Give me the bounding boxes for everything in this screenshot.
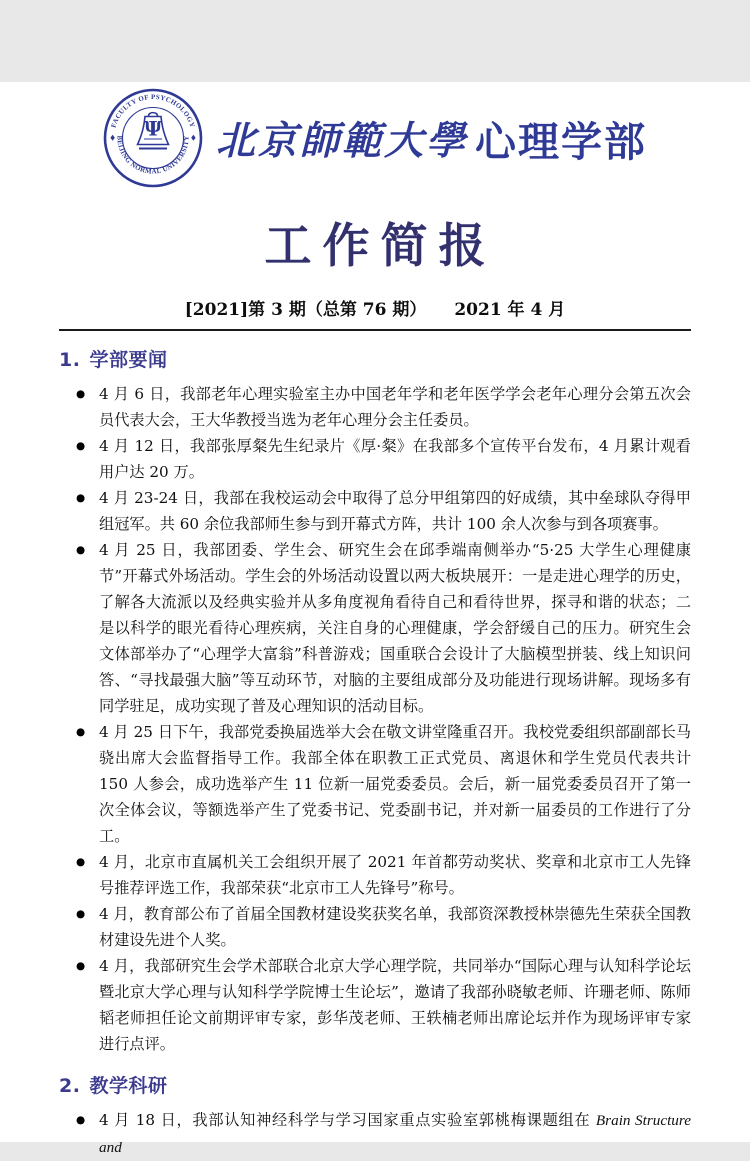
section-2-heading (59, 1071, 691, 1098)
seal-star-icon (191, 135, 195, 141)
seal-top-text: FACULTY OF PSYCHOLOGY (110, 93, 196, 129)
document-body (0, 209, 750, 1161)
bulletin-page (0, 82, 750, 1156)
section-1-heading (59, 345, 691, 372)
item-text: 4 月 12 日，我部张厚粲先生纪录片《厚·粲》在我部多个宣传平台发布，4 月累计观看用户达 20 万。 (99, 437, 691, 481)
list-item (76, 849, 691, 901)
seal-star-icon (110, 135, 114, 141)
bullet-icon: ● (76, 544, 86, 556)
section-faculty-news (59, 345, 691, 1057)
list-item (76, 719, 691, 849)
item-text: 4 月，我部研究生会学术部联合北京大学心理学院，共同举办“国际心理与认知科学论坛暨北京大学心理与认知科学学院博士生论坛”，邀请了我部孙晓敏老师、许珊老师、陈师韬老师担任论文前期评审专家，彭华茂老师、王轶楠老师出席论坛并作为现场评审专家进行点评。 (99, 957, 691, 1053)
header-divider (59, 329, 691, 331)
list-item (76, 537, 691, 719)
bullet-icon: ● (76, 726, 86, 738)
bullet-icon: ● (76, 1114, 86, 1126)
item-text: 4 月 6 日，我部老年心理实验室主办中国老年学和老年医学学会老年心理分会第五次会员代表大会，王大华教授当选为老年心理分会主任委员。 (99, 385, 691, 429)
faculty-name: 心理学部 (475, 117, 647, 166)
section-title: 学部要闻 (89, 349, 168, 371)
issue-line (59, 295, 691, 320)
bullet-icon: ● (76, 492, 86, 504)
section-number: 2. (59, 1075, 81, 1097)
list-item (76, 1107, 691, 1161)
university-name-calligraphy: 北京師範大學 (215, 118, 468, 164)
bullet-icon: ● (76, 960, 86, 972)
university-seal-icon (103, 88, 203, 188)
list-item (76, 901, 691, 953)
item-text: 4 月，教育部公布了首届全国教材建设奖获奖名单，我部资深教授林崇德先生荣获全国教材建设先进个人奖。 (99, 905, 691, 949)
item-text: 4 月 25 日下午，我部党委换届选举大会在敬文讲堂隆重召开。我校党委组织部副部长马骁出席大会监督指导工作。我部全体在职教工正式党员、离退休和学生党员代表共计 150 人参会，成功选举产生 11 位新一届党委委员。会后，新一届党委委员召开了第一次全体会议，等额选举产生了党委书记、党委副书记，并对新一届委员的工作进行了分工。 (99, 723, 691, 845)
issue-date: 2021 年 4 月 (454, 300, 566, 320)
brand-wordmark (216, 109, 647, 168)
page-title: 工作简报 (264, 219, 497, 274)
masthead (0, 82, 750, 194)
seal-bell-shape (148, 113, 157, 116)
seal-bottom-text: BEIJING NORMAL UNIVERSITY (115, 135, 191, 176)
psi-symbol: Ψ (143, 116, 163, 141)
item-text: 4 月 25 日，我部团委、学生会、研究生会在邱季端南侧举办“5·25 大学生心理健康节”开幕式外场活动。学生会的外场活动设置以两大板块展开：一是走进心理学的历史，了解各大流派以及经典实验并从多角度视角看待自己和看待世界，探寻和谐的状态；二是以科学的眼光看待心理疾病，关注自身的心理健康，学会舒缓自己的压力。研究生会文体部举办了“心理学大富翁”科普游戏；国重联合会设计了大脑模型拼装、线上知识问答、“寻找最强大脑”等互动环节，对脑的主要组成部分及功能进行现场讲解。现场多有同学驻足，成功实现了普及心理知识的活动目标。 (99, 541, 691, 715)
list-item (76, 953, 691, 1057)
item-text: 4 月 23-24 日，我部在我校运动会中取得了总分甲组第四的好成绩，其中垒球队夺得甲组冠军。共 60 余位我部师生参与到开幕式方阵，共计 100 余人次参与到各项赛事。 (99, 489, 691, 533)
item-text: 4 月，北京市直属机关工会组织开展了 2021 年首都劳动奖状、奖章和北京市工人先锋号推荐评选工作，我部荣获“北京市工人先锋号”称号。 (99, 853, 691, 897)
list-item (76, 485, 691, 537)
item-text-leading: 4 月 18 日，我部认知神经科学与学习国家重点实验室郭桃梅课题组在 (99, 1111, 596, 1129)
section-title: 教学科研 (89, 1075, 168, 1097)
section-teaching-research (59, 1071, 691, 1161)
bullet-icon: ● (76, 440, 86, 452)
news-list (59, 381, 691, 1057)
news-list (59, 1107, 691, 1161)
bullet-icon: ● (76, 856, 86, 868)
section-number: 1. (59, 349, 81, 371)
list-item (76, 381, 691, 433)
item-text (99, 1107, 691, 1161)
issue-number: [2021]第 3 期（总第 76 期） (184, 300, 427, 320)
list-item (76, 433, 691, 485)
bullet-icon: ● (76, 908, 86, 920)
journal-title: Brain Structure and (99, 1112, 691, 1156)
svg-text:BEIJING NORMAL UNIVERSITY (115, 135, 190, 175)
bullet-icon: ● (76, 388, 86, 400)
